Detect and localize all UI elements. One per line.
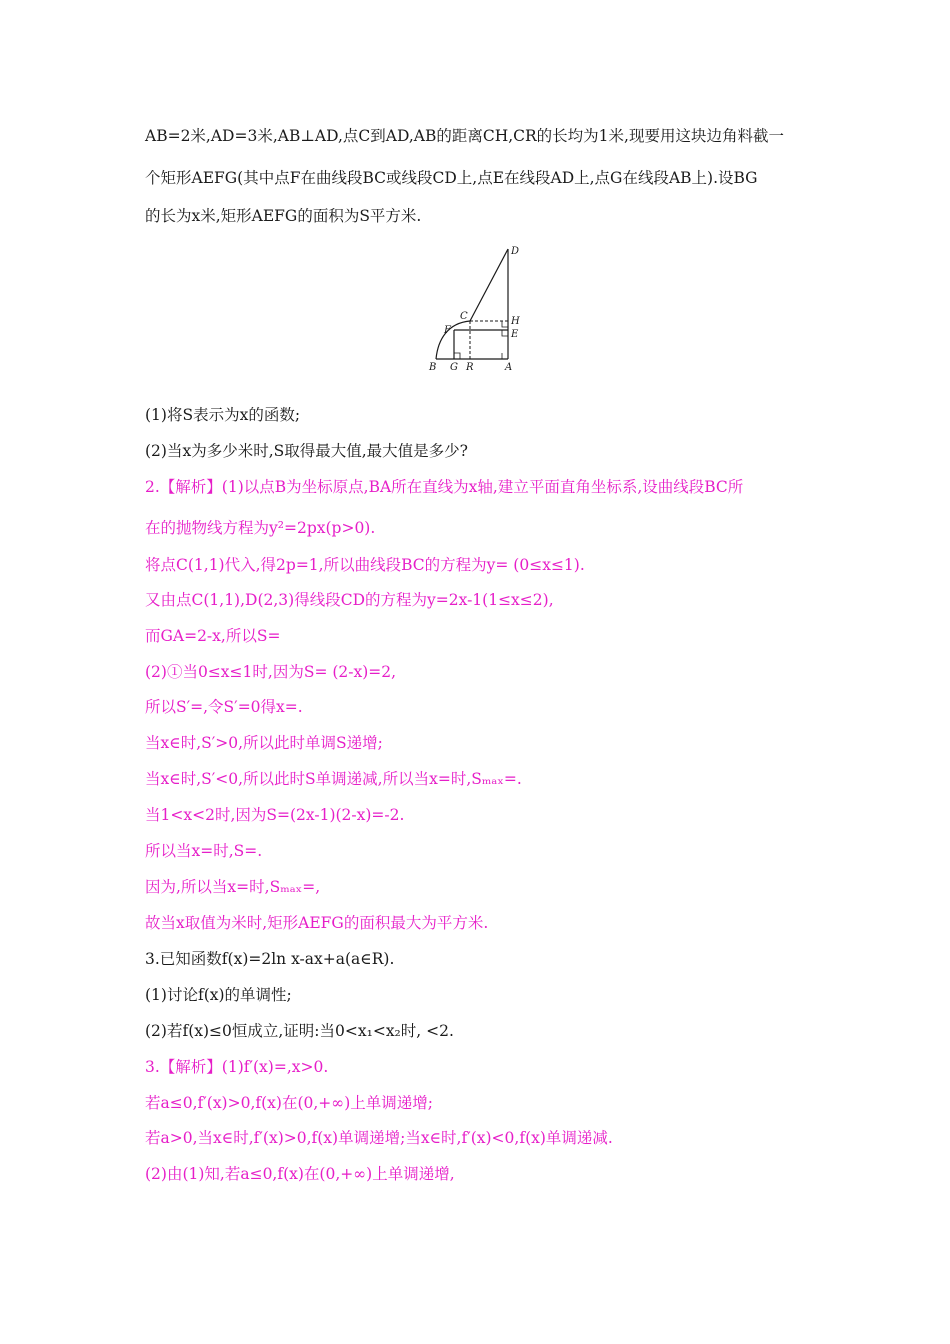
solution2-line: 当1<x<2时,因为S=(2x-1)(2-x)=-2. [145, 806, 405, 824]
question-1: (1)将S表示为x的函数; [145, 406, 301, 424]
label-f: F [444, 325, 451, 336]
solution2-line: 将点C(1,1)代入,得2p=1,所以曲线段BC的方程为y= (0≤x≤1). [145, 556, 585, 574]
line-cd [470, 249, 508, 321]
solution2-line: (2)①当0≤x≤1时,因为S= (2-x)=2, [145, 663, 397, 681]
solution2-line: 又由点C(1,1),D(2,3)得线段CD的方程为y=2x-1(1≤x≤2), [145, 591, 554, 609]
question-2: (2)当x为多少米时,S取得最大值,最大值是多少? [145, 442, 468, 460]
curve-bc [436, 321, 470, 359]
solution2-line: 所以S′=,令S′=0得x=. [145, 698, 303, 716]
solution3-line: 若a>0,当x∈时,f′(x)>0,f(x)单调递增;当x∈时,f′(x)<0,f(x)单调递减. [145, 1129, 613, 1147]
label-g: G [450, 362, 458, 371]
solution3-line: 3.【解析】(1)f′(x)=,x>0. [145, 1058, 329, 1076]
solution2-line: 而GA=2-x,所以S= [145, 627, 281, 645]
label-c: C [460, 311, 468, 322]
right-angle-g [454, 353, 460, 359]
figure-svg [418, 243, 528, 371]
label-r: R [466, 362, 474, 371]
solution2-line: 当x∈时,S′>0,所以此时单调S递增; [145, 734, 383, 752]
solution2-line: 2.【解析】(1)以点B为坐标原点,BA所在直线为x轴,建立平面直角坐标系,设曲线段BC所 [145, 478, 744, 496]
problem-line-1: AB=2米,AD=3米,AB⊥AD,点C到AD,AB的距离CH,CR的长均为1米,现要用这块边角料截一 [145, 127, 784, 145]
solution3-line: (2)由(1)知,若a≤0,f(x)在(0,+∞)上单调递增, [145, 1165, 455, 1183]
geometry-figure [418, 243, 528, 371]
right-angle-e [502, 330, 508, 336]
label-e: E [511, 329, 519, 340]
solution2-line: 故当x取值为米时,矩形AEFG的面积最大为平方米. [145, 914, 489, 932]
solution2-line: 因为,所以当x=时,Sₘₐₓ=, [145, 878, 321, 896]
label-d: D [511, 246, 520, 257]
label-b: B [429, 362, 437, 371]
problem3-line: (1)讨论f(x)的单调性; [145, 986, 292, 1004]
solution2-line: 在的抛物线方程为y²=2px(p>0). [145, 519, 376, 537]
problem3-line: 3.已知函数f(x)=2ln x-ax+a(a∈R). [145, 950, 395, 968]
solution3-line: 若a≤0,f′(x)>0,f(x)在(0,+∞)上单调递增; [145, 1094, 433, 1112]
problem-line-2: 个矩形AEFG(其中点F在曲线段BC或线段CD上,点E在线段AD上,点G在线段AB上).设BG [145, 169, 758, 187]
problem-line-3: 的长为x米,矩形AEFG的面积为S平方米. [145, 207, 422, 225]
solution2-line: 当x∈时,S′<0,所以此时S单调递减,所以当x=时,Sₘₐₓ=. [145, 770, 522, 788]
problem3-line: (2)若f(x)≤0恒成立,证明:当0<x₁<x₂时, <2. [145, 1022, 454, 1040]
solution2-line: 所以当x=时,S=. [145, 842, 263, 860]
label-h: H [511, 316, 520, 327]
label-a: A [505, 362, 513, 371]
right-angle-h [502, 321, 508, 327]
